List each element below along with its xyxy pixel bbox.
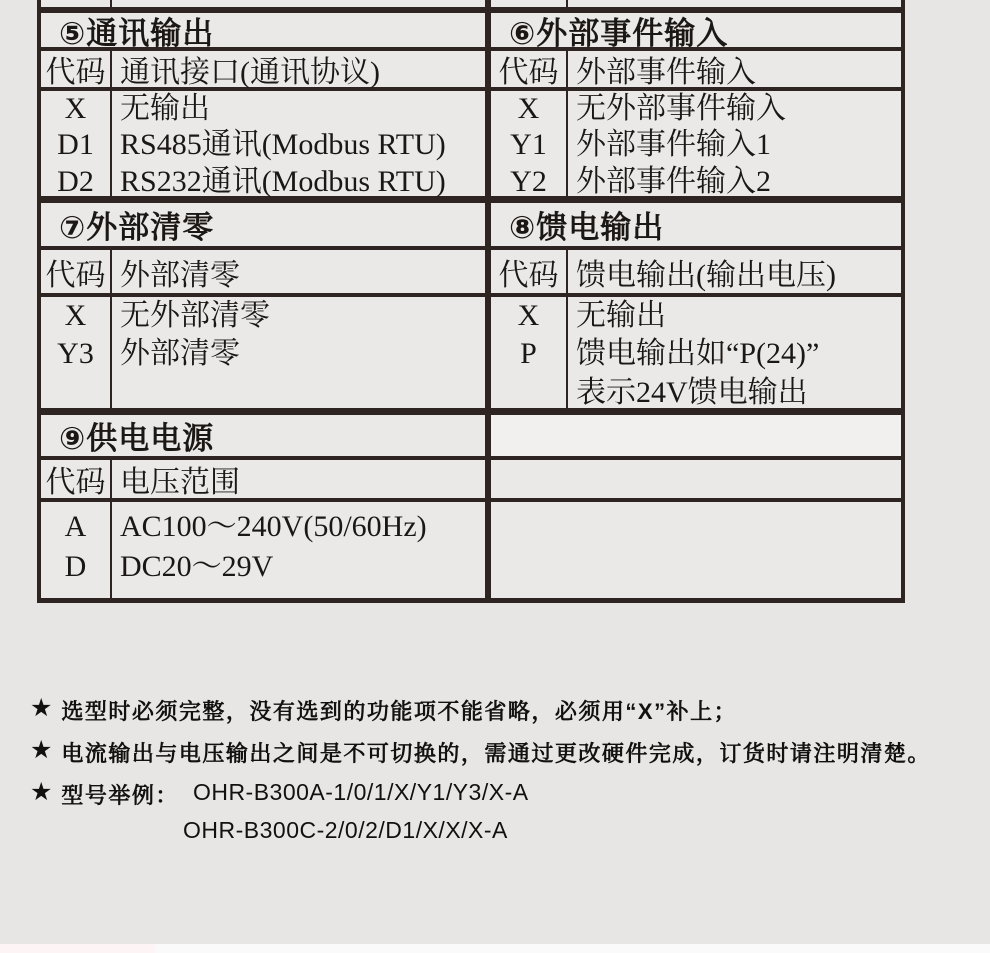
code-cell [41,91,112,196]
desc-header-label: 外部事件输入 [576,56,756,89]
footnote-3-label: 型号举例： [61,783,179,808]
order-table-right [488,0,905,603]
empty-body-cell [491,498,901,598]
section-6-body [491,87,901,196]
footnote-1-text: 选型时必须完整，没有选到的功能项不能省略，必须用“X”补上； [61,699,738,724]
code-value: Y2 [510,164,547,198]
footnote-2-text: 电流输出与电压输出之间是不可切换的，需通过更改硬件完成，订货时请注明清楚。 [61,741,931,766]
code-header-label: 代码 [45,466,106,499]
section-9-header [41,456,485,498]
empty-header-cell [491,456,901,498]
section-5-header [41,47,485,87]
desc-value: RS232通讯(Modbus RTU) [120,164,446,198]
code-value: X [64,92,87,125]
code-header-cell [41,51,112,87]
page-bottom-strip-left-segment [0,944,155,953]
code-value: D2 [57,164,94,198]
code-header-label: 代码 [45,56,106,89]
table-remnant-row [41,0,485,7]
section-7-body [41,293,485,408]
desc-value: 外部事件输入1 [576,128,771,162]
desc-cell [112,91,485,196]
desc-value: RS485通讯(Modbus RTU) [120,128,446,162]
desc-cell [112,297,485,408]
desc-header-label: 外部清零 [120,258,240,292]
section-6-title-label: ⑥外部事件输入 [509,15,729,51]
desc-value: 外部事件输入2 [576,164,771,198]
desc-value: 表示24V馈电输出 [576,375,808,409]
desc-header-label: 馈电输出(输出电压) [576,258,836,292]
section-6-header [491,47,901,87]
footnote-1 [30,695,737,726]
section-8-header [491,246,901,293]
page-bottom-strip [0,944,990,953]
section-5-title [41,7,485,51]
code-cell [491,297,568,408]
section-9-title-label: ⑨供电电源 [59,421,215,456]
section-8-title [491,196,901,246]
desc-header-cell [112,250,485,293]
section-7-title [41,196,485,246]
code-cell [41,297,112,408]
desc-header-cell [112,460,485,498]
code-header-cell [41,250,112,293]
desc-cell [568,297,901,408]
code-value: D [64,550,87,583]
code-value: A [64,510,87,543]
desc-header-cell [112,51,485,87]
section-9-body [41,498,485,598]
section-8-title-label: ⑧馈电输出 [509,210,665,245]
model-example-2: OHR-B300C-2/0/2/D1/X/X/X-A [183,817,508,843]
code-header-label: 代码 [498,56,559,89]
desc-cell [112,502,485,598]
code-header-cell [491,51,568,87]
code-value: X [64,299,87,332]
code-value: D1 [57,128,94,162]
code-value: P [520,337,537,371]
desc-value: 馈电输出如“P(24)” [576,337,820,371]
table-remnant-row [491,0,901,7]
desc-value: 无输出 [120,92,210,125]
section-7-title-label: ⑦外部清零 [59,210,215,245]
star-icon: ★ [30,694,53,722]
footnote-3 [30,779,529,810]
code-header-cell [41,460,112,498]
code-value: X [517,92,540,125]
desc-value: 无输出 [576,299,666,332]
remnant-code-cell [41,0,112,7]
code-header-cell [491,250,568,293]
section-6-title [491,7,901,51]
desc-header-cell [568,51,901,87]
section-8-body [491,293,901,408]
model-example-1: OHR-B300A-1/0/1/X/Y1/Y3/X-A [192,779,529,805]
desc-value: DC20～29V [120,550,274,583]
code-cell [41,502,112,598]
section-9-title [41,408,485,456]
desc-value: 无外部清零 [120,299,270,332]
desc-header-cell [568,250,901,293]
footnote-2 [30,737,931,768]
footnote-4 [183,817,508,844]
remnant-desc-cell [568,0,901,7]
remnant-desc-cell [112,0,485,7]
desc-header-label: 电压范围 [120,466,240,499]
code-header-label: 代码 [45,258,106,292]
desc-cell [568,91,901,196]
section-5-title-label: ⑤通讯输出 [59,15,215,51]
section-5-body [41,87,485,196]
remnant-code-cell [491,0,568,7]
desc-header-label: 通讯接口(通讯协议) [120,56,380,89]
desc-value: 无外部事件输入 [576,92,786,125]
star-icon: ★ [30,778,53,806]
section-7-header [41,246,485,293]
code-value: Y3 [57,337,94,371]
code-header-label: 代码 [498,258,559,292]
code-cell [491,91,568,196]
empty-title-cell [491,408,901,456]
code-value: X [517,299,540,332]
star-icon: ★ [30,736,53,764]
desc-value: AC100～240V(50/60Hz) [120,510,427,543]
desc-value: 外部清零 [120,337,240,371]
order-table-left [37,0,488,603]
code-value: Y1 [510,128,547,162]
